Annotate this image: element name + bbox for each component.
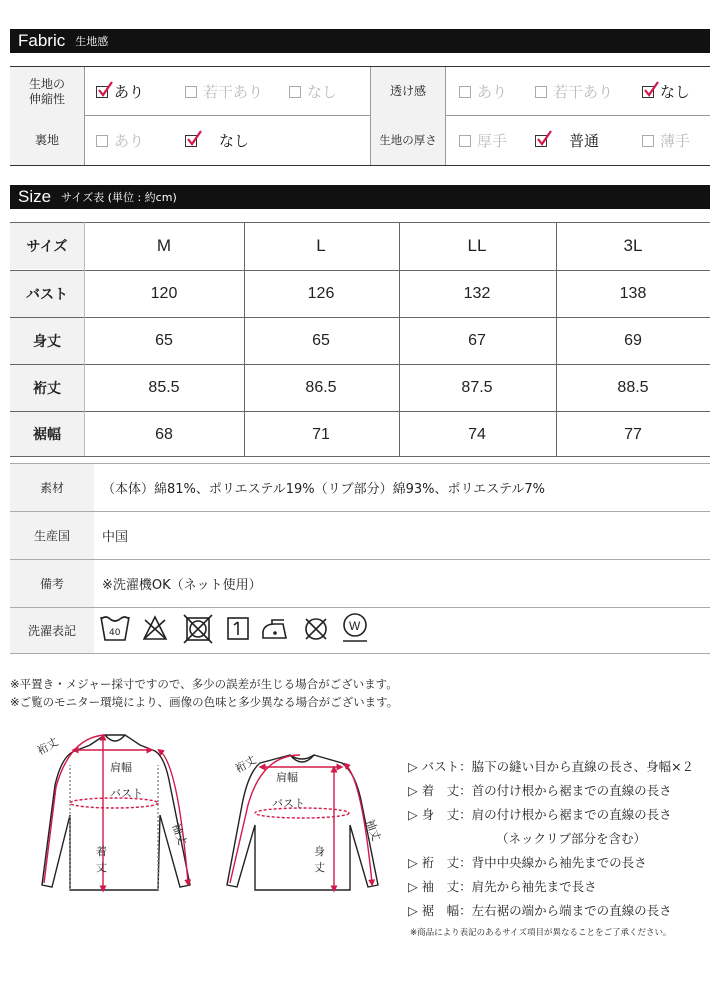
size-section-bar [10,185,710,209]
checked-box-icon [535,135,547,147]
size-cell: 67 [468,332,486,349]
line-dry-icon [228,618,248,639]
wet-clean-letter: W [349,619,361,633]
size-cell: 65 [312,332,330,349]
sweater-kata-label: 肩幅 [276,771,298,784]
checkbox-icon [459,86,471,98]
note-1: ※平置き・メジャー採寸ですので、多少の誤差が生じる場合がございます。 [10,677,398,691]
fabric-table [10,66,710,166]
legend-kitake: ▷ 着 丈：首の付け根から裾までの直線の長さ [408,783,672,798]
size-header-label: サイズ [10,223,84,269]
material-value: （本体）綿81%、ポリエステル19%（リブ部分）綿93%、ポリエステル7% [102,482,545,497]
wash-temp: 40 [109,628,121,638]
thickness-option-thick: 厚手 [459,116,507,165]
legend-sode: ▷ 袖 丈：肩先から袖先まで長さ [408,879,597,894]
checkbox-icon [96,135,108,147]
legend-yuki: ▷ 裄 丈：背中中央線から袖先までの長さ [408,855,647,870]
stretch-label: 生地の 伸縮性 [10,67,84,116]
sheer-option-none: なし [642,67,690,116]
material-label: 素材 [10,464,94,511]
jacket-kitake-2: 丈 [96,861,107,874]
thickness-option-normal: 普通 [535,116,599,165]
jacket-sode-label: 袖丈 [169,821,189,847]
size-row-bust [10,271,710,318]
sheer-label: 透け感 [371,67,445,116]
jacket-kitake-1: 着 [96,845,107,858]
origin-value: 中国 [102,530,129,545]
size-cell: 65 [155,332,173,349]
sweater-mitake-1: 身 [314,845,325,858]
stretch-option-none: なし [289,67,337,116]
no-bleach-icon [144,617,166,639]
size-row-label: バスト [10,271,84,317]
sweater-diagram [227,755,378,890]
size-cell: 71 [312,426,330,443]
jacket-bust-label: バスト [110,787,143,800]
checkbox-icon [642,135,654,147]
jacket-kata-label: 肩幅 [110,761,132,774]
remarks-value: ※洗濯機OK（ネット使用） [102,578,262,593]
size-cell: 138 [619,285,647,302]
size-cell: 86.5 [305,379,337,396]
sweater-mitake-2: 丈 [314,861,325,874]
sheer-option-slight: 若干あり [535,67,613,116]
care-label: 洗濯表記 [10,608,94,653]
size-title: Size [18,187,52,206]
remarks-row [10,560,710,608]
fabric-section-bar [10,29,710,53]
thickness-option-thin: 薄手 [642,116,690,165]
size-row-label: 裄丈 [10,365,84,411]
size-subtitle: サイズ表 (単位 : 約cm) [61,191,177,204]
fabric-row-1 [10,67,710,116]
iron-low-icon [263,620,286,638]
sheer-option-ari: あり [459,67,507,116]
jacket-yuki-label: 裄丈 [35,735,61,758]
size-cell: 68 [155,426,173,443]
size-cell: 69 [624,332,642,349]
checkbox-icon [535,86,547,98]
checked-box-icon [185,135,197,147]
garment-diagrams [0,725,400,915]
size-header-l: L [316,236,326,255]
size-cell: 120 [150,285,178,302]
size-cell: 88.5 [617,379,649,396]
size-row-hem [10,412,710,457]
checked-box-icon [642,86,654,98]
sweater-bust-label: バスト [272,797,305,810]
size-cell: 87.5 [461,379,493,396]
size-header-m: M [156,236,172,255]
size-cell: 126 [307,285,335,302]
origin-row [10,512,710,560]
fabric-subtitle: 生地感 [75,35,109,48]
legend-bust: ▷ バスト：脇下の縫い目から直線の長さ、身幅×２ [408,759,695,774]
stretch-option-ari: あり [96,67,144,116]
stretch-option-slight: 若干あり [185,67,263,116]
size-cell: 77 [624,426,642,443]
origin-label: 生産国 [10,512,94,559]
thickness-label: 生地の厚さ [371,116,445,165]
sweater-sode-label: 袖丈 [363,817,383,843]
no-tumble-dry-icon [184,615,212,643]
care-icons [100,612,370,646]
no-dry-clean-icon [306,619,326,639]
jacket-diagram [42,735,190,890]
size-cell: 74 [468,426,486,443]
lining-label: 裏地 [10,116,84,165]
wet-clean-icon [343,614,367,641]
size-row-yuki [10,365,710,412]
legend-mitake: ▷ 身 丈：肩の付け根から裾までの直線の長さ [408,807,672,822]
checkbox-icon [459,135,471,147]
size-row-label: 裾幅 [10,412,84,456]
legend-hem: ▷ 裾 幅：左右裾の端から端までの直線の長さ [408,903,672,918]
material-row [10,464,710,512]
footnote: ※商品により表記のあるサイズ項目が異なることをご了承ください。 [410,928,672,938]
lining-option-none: なし [185,116,249,165]
size-header-ll: LL [467,236,487,255]
fabric-row-2 [10,116,710,165]
size-cell: 85.5 [148,379,180,396]
checkbox-icon [289,86,301,98]
size-header-3l: 3L [623,236,643,255]
checkbox-icon [185,86,197,98]
note-2: ※ご覧のモニター環境により、画像の色味と多少異なる場合がございます。 [10,695,399,709]
remarks-label: 備考 [10,560,94,607]
size-cell: 132 [463,285,491,302]
size-row-length [10,318,710,365]
wash-40-icon [101,617,129,640]
legend-mitake-note: （ネックリブ部分を含む） [496,831,647,846]
lining-option-ari: あり [96,116,144,165]
size-row-label: 身丈 [10,318,84,364]
checked-box-icon [96,86,108,98]
size-header-row [10,223,710,271]
sweater-yuki-label: 裄丈 [233,753,259,776]
fabric-title: Fabric [18,31,66,50]
